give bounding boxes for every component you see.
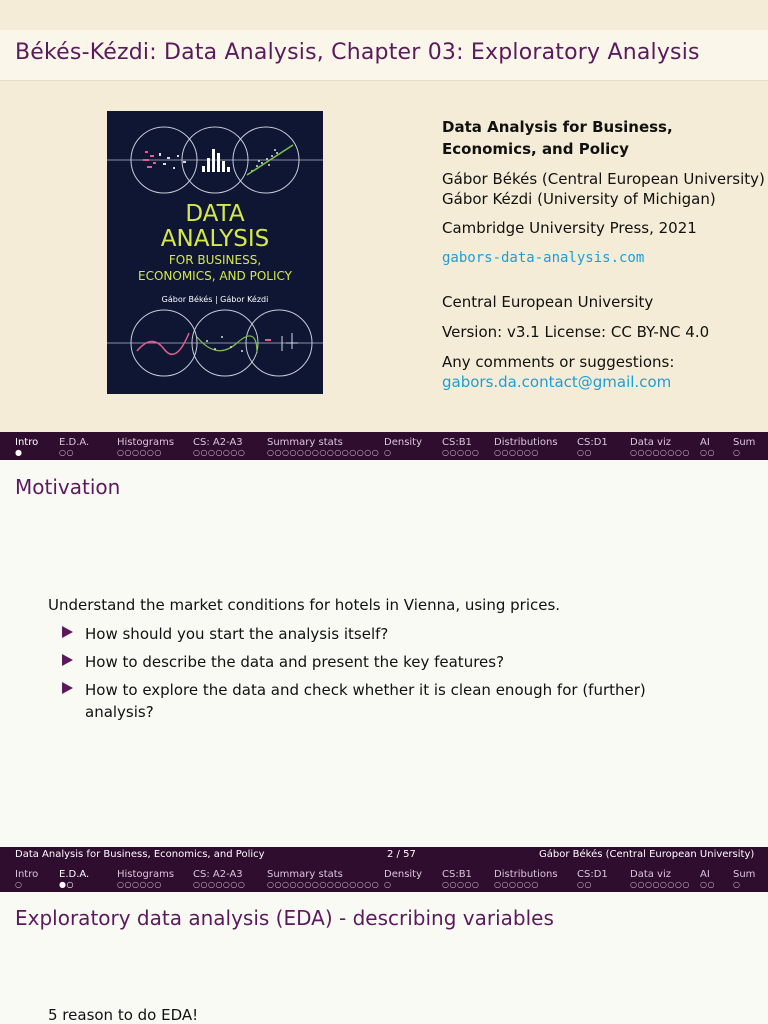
nav-dots-sum[interactable]: ○ (733, 448, 741, 457)
comments-label: Any comments or suggestions: (442, 353, 675, 371)
nav-item-cs-b1[interactable]: CS:B1 (442, 437, 472, 448)
nav-item-ai[interactable]: AI (700, 437, 710, 448)
email-link[interactable]: gabors.da.contact@gmail.com (442, 373, 672, 391)
nav-dots-distributions[interactable]: ○○○○○○ (494, 880, 539, 889)
nav-item-cs-a2-a3[interactable]: CS: A2-A3 (193, 437, 243, 448)
nav-item-cs-d1[interactable]: CS:D1 (577, 869, 608, 880)
bullet-triangle-icon (62, 682, 73, 694)
nav-item-ai[interactable]: AI (700, 869, 710, 880)
nav-item-distributions[interactable]: Distributions (494, 869, 558, 880)
nav-dots-histograms[interactable]: ○○○○○○ (117, 448, 162, 457)
nav-dots-eda[interactable]: ●○ (59, 880, 74, 889)
nav-item-data-viz[interactable]: Data viz (630, 437, 672, 448)
nav-dots-cs-d1[interactable]: ○○ (577, 448, 592, 457)
nav-dots-density[interactable]: ○ (384, 880, 392, 889)
nav-dots-cs-d1[interactable]: ○○ (577, 880, 592, 889)
footer-author: Gábor Békés (Central European University) (539, 849, 755, 860)
nav-item-summary-stats[interactable]: Summary stats (267, 869, 343, 880)
nav-item-sum[interactable]: Sum (733, 869, 756, 880)
nav-dots-cs-b1[interactable]: ○○○○○ (442, 448, 480, 457)
page-title: Békés-Kézdi: Data Analysis, Chapter 03: Exploratory Analysis (15, 40, 700, 65)
university: Central European University (442, 293, 654, 311)
cover-title-line3: FOR BUSINESS, (168, 253, 262, 267)
nav-item-data-viz[interactable]: Data viz (630, 869, 672, 880)
slide-footer (0, 847, 768, 864)
title-slide (0, 0, 768, 432)
slide-heading-eda: Exploratory data analysis (EDA) - describing variables (15, 906, 554, 930)
section-nav-top (0, 432, 768, 460)
nav-item-intro[interactable]: Intro (15, 437, 39, 448)
nav-dots-sum[interactable]: ○ (733, 880, 741, 889)
nav-item-cs-b1[interactable]: CS:B1 (442, 869, 472, 880)
motivation-intro: Understand the market conditions for hotels in Vienna, using prices. (48, 596, 561, 614)
bullet-text: How to explore the data and check whether it is clean enough for (further) (85, 681, 646, 699)
nav-item-eda[interactable]: E.D.A. (59, 869, 90, 880)
author-2: Gábor Kézdi (University of Michigan) (442, 190, 716, 208)
nav-item-histograms[interactable]: Histograms (117, 869, 175, 880)
nav-dots-ai[interactable]: ○○ (700, 880, 715, 889)
nav-dots-ai[interactable]: ○○ (700, 448, 715, 457)
cover-title-line1: DATA (185, 201, 245, 227)
nav-item-summary-stats[interactable]: Summary stats (267, 437, 343, 448)
book-cover-image (107, 111, 323, 394)
cover-title-line2: ANALYSIS (160, 226, 270, 252)
nav-dots-intro[interactable]: ○ (15, 880, 23, 889)
nav-dots-summary-stats[interactable]: ○○○○○○○○○○○○○○○ (267, 880, 380, 889)
nav-dots-cs-b1[interactable]: ○○○○○ (442, 880, 480, 889)
nav-dots-cs-a2-a3[interactable]: ○○○○○○○ (193, 880, 246, 889)
bullet-text-continuation: analysis? (85, 703, 154, 721)
cover-title-line4: ECONOMICS, AND POLICY (138, 269, 292, 283)
nav-item-intro[interactable]: Intro (15, 869, 39, 880)
footer-page-number: 2 / 57 (387, 849, 416, 860)
book-title: Data Analysis for Business, Economics, and Policy (442, 118, 673, 158)
nav-item-cs-a2-a3[interactable]: CS: A2-A3 (193, 869, 243, 880)
footer-book-title: Data Analysis for Business, Economics, and Policy (15, 849, 265, 860)
author-1: Gábor Békés (Central European University) (442, 170, 765, 188)
nav-dots-cs-a2-a3[interactable]: ○○○○○○○ (193, 448, 246, 457)
nav-item-density[interactable]: Density (384, 869, 423, 880)
nav-dots-summary-stats[interactable]: ○○○○○○○○○○○○○○○ (267, 448, 380, 457)
bullet-triangle-icon (62, 654, 73, 666)
website-link[interactable]: gabors-data-analysis.com (442, 250, 645, 266)
authors-block (442, 169, 765, 209)
version-license: Version: v3.1 License: CC BY-NC 4.0 (442, 323, 710, 341)
bullet-triangle-icon (62, 626, 73, 638)
nav-item-histograms[interactable]: Histograms (117, 437, 175, 448)
nav-item-cs-d1[interactable]: CS:D1 (577, 437, 608, 448)
nav-dots-data-viz[interactable]: ○○○○○○○○ (630, 448, 690, 457)
bullet-text: How should you start the analysis itself? (85, 625, 389, 643)
nav-dots-distributions[interactable]: ○○○○○○ (494, 448, 539, 457)
nav-item-eda[interactable]: E.D.A. (59, 437, 90, 448)
nav-item-density[interactable]: Density (384, 437, 423, 448)
nav-dots-histograms[interactable]: ○○○○○○ (117, 880, 162, 889)
cover-authors: Gábor Békés | Gábor Kézdi (161, 295, 269, 304)
nav-item-distributions[interactable]: Distributions (494, 437, 558, 448)
eda-intro: 5 reason to do EDA! (48, 1006, 199, 1024)
nav-item-sum[interactable]: Sum (733, 437, 756, 448)
slide-heading-motivation: Motivation (15, 475, 121, 499)
nav-dots-data-viz[interactable]: ○○○○○○○○ (630, 880, 690, 889)
bullet-text: How to describe the data and present the key features? (85, 653, 505, 671)
publisher: Cambridge University Press, 2021 (442, 219, 697, 237)
nav-dots-density[interactable]: ○ (384, 448, 392, 457)
nav-dots-eda[interactable]: ○○ (59, 448, 74, 457)
nav-dots-intro[interactable]: ● (15, 448, 23, 457)
section-nav-bottom (0, 864, 768, 892)
